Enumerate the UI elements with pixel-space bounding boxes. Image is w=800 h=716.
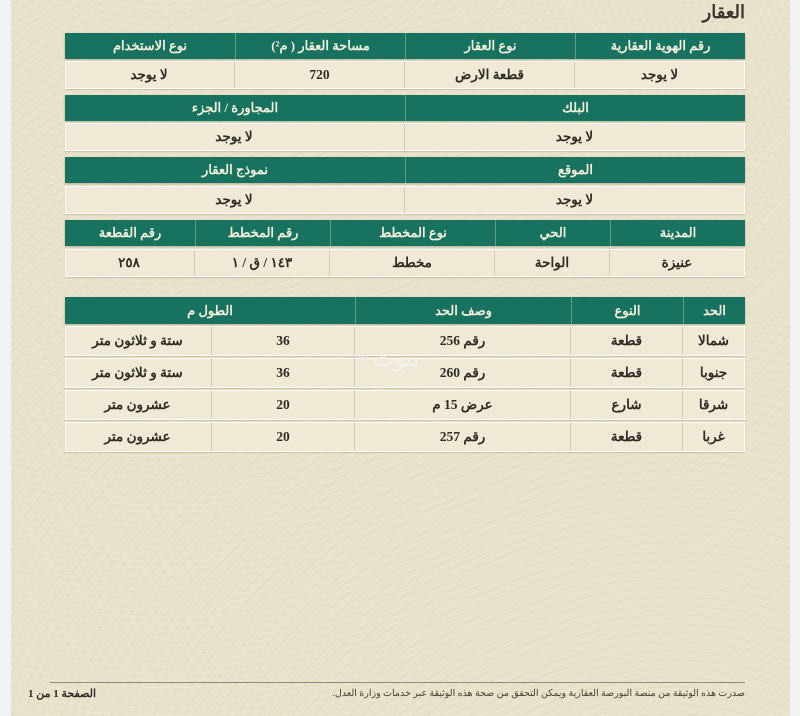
value-parcel-number: ٢٥٨ — [118, 255, 140, 270]
boundary-length-text: ستة و ثلاثون متر — [92, 333, 183, 348]
boundary-length-m: 36 — [211, 327, 354, 355]
boundary-row-east — [65, 390, 745, 420]
property-values-row-1 — [65, 61, 745, 89]
header-boundary-side: الحد — [683, 297, 745, 324]
property-info-table — [65, 33, 745, 277]
boundary-length-m: 20 — [211, 391, 354, 419]
header-block: البلك — [405, 95, 745, 121]
boundaries-table — [65, 297, 745, 452]
registered-mark-icon: ® — [358, 351, 369, 366]
page-number-label: الصفحة 1 من 1 — [28, 688, 97, 700]
boundary-description: رقم 256 — [354, 327, 570, 355]
boundary-length-text: عشرون متر — [104, 429, 171, 444]
value-plan-type: مخطط — [329, 250, 494, 276]
boundary-description: عرض 15 م — [354, 391, 570, 419]
watermark-text: بيوت — [372, 346, 420, 371]
boundary-length-m: 20 — [211, 423, 354, 451]
property-header-row-2 — [65, 95, 745, 121]
header-neighbor-part: المجاورة / الجزء — [191, 100, 279, 115]
boundary-side: جنوبا — [682, 359, 744, 387]
value-property-model: لا يوجد — [215, 192, 253, 207]
value-usage-type: لا يوجد — [130, 67, 168, 82]
value-property-id: لا يوجد — [574, 62, 744, 88]
boundary-type: قطعة — [570, 423, 682, 451]
property-values-row-2 — [65, 123, 745, 151]
header-parcel-number: رقم القطعة — [98, 225, 162, 240]
boundary-length-m: 36 — [211, 359, 354, 387]
header-district: الحي — [495, 220, 610, 246]
header-property-area: مساحة العقار ( م²) — [235, 33, 405, 59]
value-neighbor-part: لا يوجد — [215, 129, 253, 144]
boundaries-header-row — [65, 297, 745, 324]
boundary-side: غربا — [682, 423, 744, 451]
header-property-model: نموذج العقار — [202, 162, 268, 177]
header-property-id: رقم الهوية العقارية — [575, 33, 745, 59]
footer-divider — [50, 682, 745, 683]
header-boundary-length: الطول م — [187, 302, 233, 318]
boundary-row-north — [65, 326, 745, 356]
value-district: الواحة — [494, 250, 609, 276]
boundary-description: رقم 257 — [354, 423, 570, 451]
property-header-row-1 — [65, 33, 745, 59]
boundary-type: قطعة — [570, 359, 682, 387]
boundary-description: رقم 260 — [354, 359, 570, 387]
boundary-type: قطعة — [570, 327, 682, 355]
header-location: الموقع — [405, 157, 745, 183]
value-location: لا يوجد — [404, 187, 744, 213]
boundary-side: شرقا — [682, 391, 744, 419]
property-header-row-3 — [65, 157, 745, 183]
header-usage-type: نوع الاستخدام — [112, 38, 188, 53]
header-plan-number: رقم المخطط — [195, 220, 330, 246]
value-plan-number: ١٤٣ / ق / ١ — [194, 250, 329, 276]
header-city: المدينة — [610, 220, 745, 246]
boundary-length-text: ستة و ثلاثون متر — [92, 365, 183, 380]
header-boundary-type: النوع — [571, 297, 683, 324]
property-header-row-4 — [65, 220, 745, 246]
header-property-type: نوع العقار — [405, 33, 575, 59]
boundary-row-west — [65, 422, 745, 452]
value-city: عنيزة — [609, 250, 744, 276]
value-property-type: قطعة الارض — [404, 62, 574, 88]
document-page — [11, 0, 790, 716]
boundary-row-south — [65, 358, 745, 388]
boundary-length-text: عشرون متر — [104, 397, 171, 412]
boundary-type: شارع — [570, 391, 682, 419]
property-values-row-4 — [65, 249, 745, 277]
value-block: لا يوجد — [404, 124, 744, 150]
property-values-row-3 — [65, 186, 745, 214]
header-boundary-description: وصف الحد — [355, 297, 571, 324]
header-plan-type: نوع المخطط — [330, 220, 495, 246]
value-property-area: 720 — [234, 62, 404, 88]
boundary-side: شمالا — [682, 327, 744, 355]
page-title: العقار — [702, 2, 745, 22]
footer-note: صدرت هذه الوثيقة من منصة البورصة العقارية ويمكن التحقق من صحة هذه الوثيقة عبر خدمات وزارة العدل. — [332, 689, 745, 699]
